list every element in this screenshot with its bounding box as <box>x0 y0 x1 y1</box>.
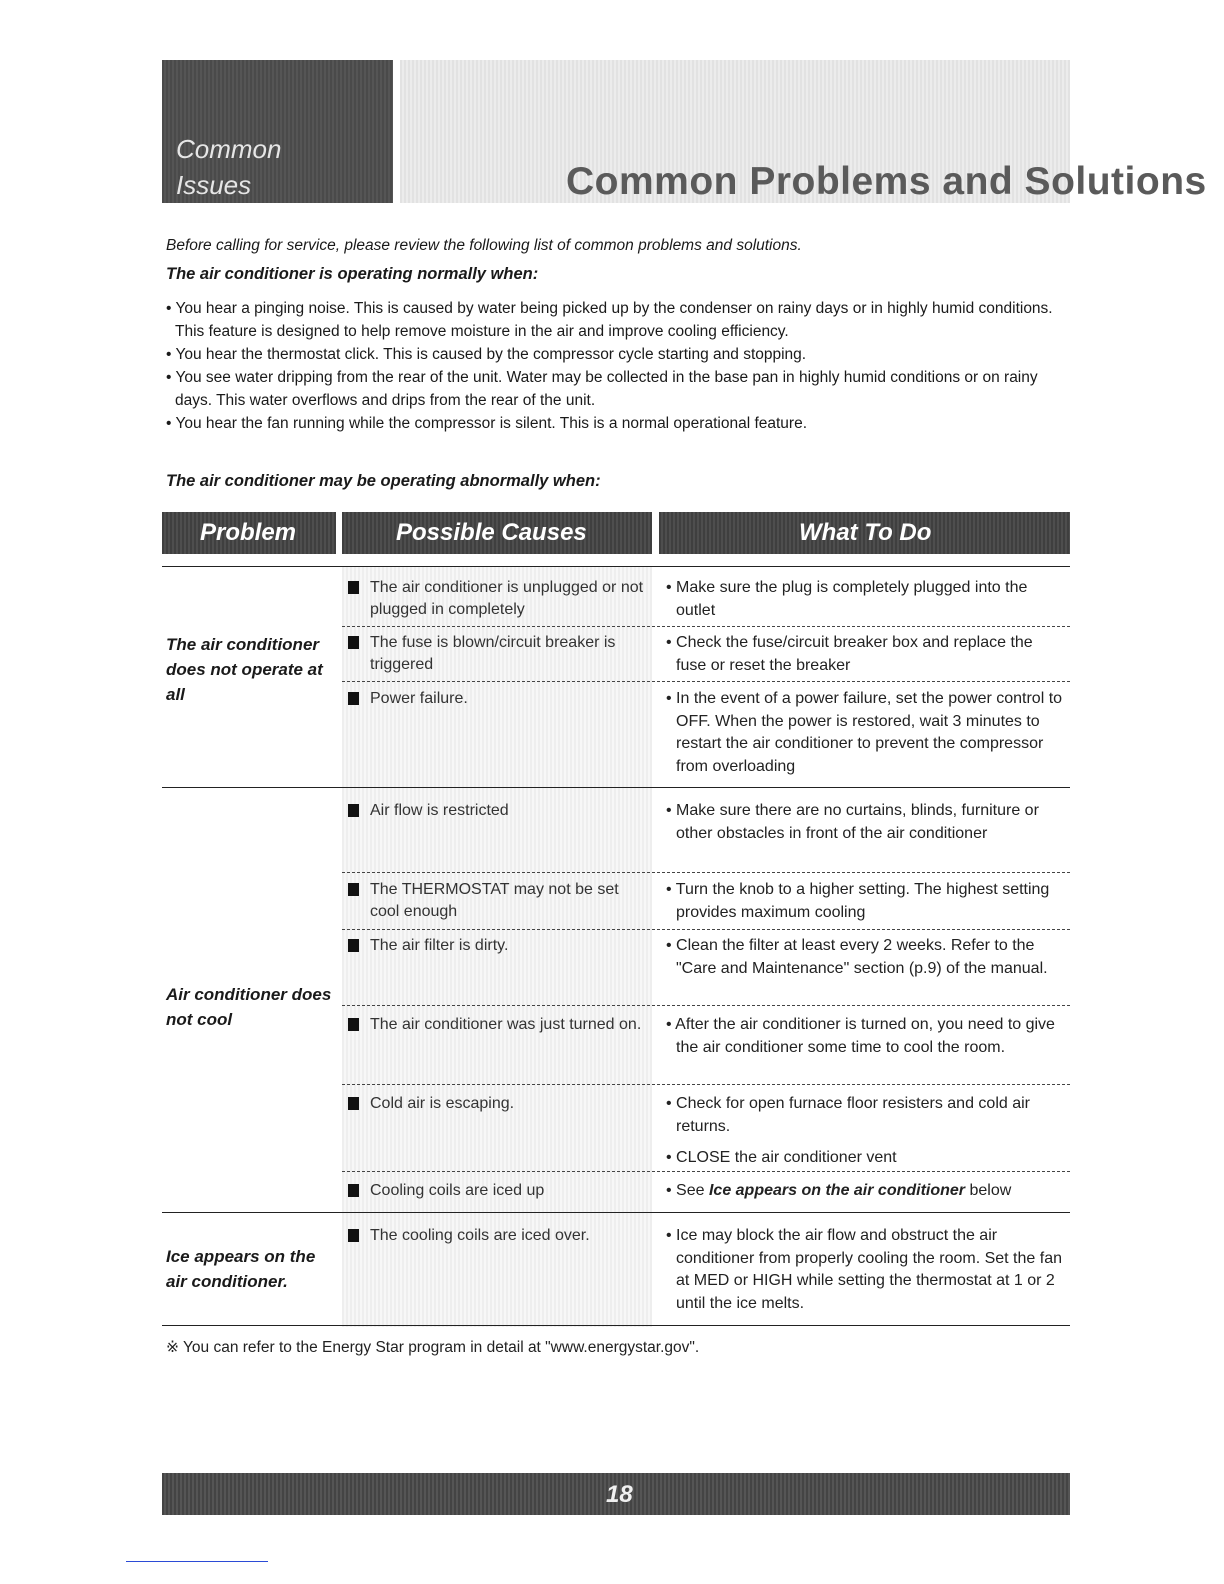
cause-item <box>348 1093 648 1115</box>
solution-item: • Turn the knob to a higher setting. The highest setting provides maximum cooling <box>666 881 1050 921</box>
header-side-line2: Issues <box>176 170 252 200</box>
solution-item: • Make sure the plug is completely plugged into the outlet <box>666 579 1028 619</box>
normal-operation-heading: The air conditioner is operating normally when: <box>166 265 539 283</box>
cause-item <box>348 879 648 923</box>
cause-item <box>348 935 648 957</box>
bullet-square-icon <box>348 883 359 896</box>
header-title-block <box>400 60 1207 203</box>
cause-item <box>348 577 648 621</box>
row-divider <box>342 681 1070 682</box>
bullet-square-icon <box>348 804 359 817</box>
row-divider <box>342 1005 1070 1006</box>
footer-bar <box>162 1473 1070 1515</box>
table-rule <box>162 566 1070 567</box>
solution-item: • Ice may block the air flow and obstruct the air conditioner from properly cooling the room. Set the fan at MED or HIGH while setting the thermostat at 1 or 2 until the ice melts. <box>666 1227 1062 1312</box>
list-item: • You hear a pinging noise. This is caused by water being picked up by the condenser on rainy days or in highly humid conditions. This feature is designed to help remove moisture in the air and improve cooling efficiency. <box>166 300 1053 340</box>
solution-item: • CLOSE the air conditioner vent <box>666 1149 897 1166</box>
page-number: 18 <box>606 1481 633 1508</box>
table-rule <box>162 787 1070 788</box>
row-divider <box>342 872 1070 873</box>
cause-text: The air conditioner is unplugged or not plugged in completely <box>370 579 644 618</box>
bullet-square-icon <box>348 1097 359 1110</box>
page-title: Common Problems and Solutions <box>566 160 1207 203</box>
table-rule <box>162 1212 1070 1213</box>
bullet-square-icon <box>348 1229 359 1242</box>
solution-item: • After the air conditioner is turned on, you need to give the air conditioner some time to cool the room. <box>666 1016 1055 1056</box>
solution-item: • Clean the filter at least every 2 weeks. Refer to the "Care and Maintenance" section (p.9) of the manual. <box>666 937 1048 977</box>
list-item: • You hear the thermostat click. This is caused by the compressor cycle starting and stopping. <box>166 346 807 363</box>
footnote: ※ You can refer to the Energy Star program in detail at "www.energystar.gov". <box>166 1339 700 1356</box>
table-rule <box>162 1325 1070 1326</box>
bullet-square-icon <box>348 939 359 952</box>
solution-item <box>666 1180 1066 1203</box>
problem-label: Ice appears on the air conditioner. <box>166 1247 316 1291</box>
column-header-label: What To Do <box>799 519 932 546</box>
solution-item: • In the event of a power failure, set the power control to OFF. When the power is restored, wait 3 minutes to restart the air conditioner to prevent the compressor from overloading <box>666 690 1063 775</box>
column-header-label: Possible Causes <box>396 519 587 546</box>
cause-text: Cold air is escaping. <box>370 1095 515 1112</box>
bullet-square-icon <box>348 1184 359 1197</box>
header-side-line1: Common <box>176 134 282 164</box>
list-item: • You see water dripping from the rear of the unit. Water may be collected in the base pan in highly humid conditions or on rainy days. This water overflows and drips from the rear of the unit. <box>166 369 1038 409</box>
cause-text: Cooling coils are iced up <box>370 1182 545 1199</box>
cause-item <box>348 632 648 676</box>
bullet-square-icon <box>348 636 359 649</box>
cause-text: Air flow is restricted <box>370 802 509 819</box>
cause-text: The air filter is dirty. <box>370 937 509 954</box>
bullet-square-icon <box>348 1018 359 1031</box>
abnormal-operation-heading: The air conditioner may be operating abnormally when: <box>166 472 601 490</box>
header-side-block <box>162 60 393 203</box>
row-divider <box>342 1084 1070 1085</box>
cause-text: The fuse is blown/circuit breaker is triggered <box>370 634 616 673</box>
normal-operation-list <box>166 297 1076 435</box>
column-header-todo <box>659 512 1070 554</box>
cause-item <box>348 1180 648 1202</box>
column-header-problem <box>162 512 336 554</box>
cause-item <box>348 1225 648 1247</box>
column-header-causes <box>342 512 652 554</box>
cross-reference: Ice appears on the air conditioner <box>708 1182 966 1199</box>
row-divider <box>342 626 1070 627</box>
solution-text: • See <box>666 1182 709 1199</box>
row-divider <box>342 1171 1070 1172</box>
cause-item <box>348 688 648 710</box>
list-item: • You hear the fan running while the compressor is silent. This is a normal operational feature. <box>166 415 808 432</box>
cause-text: The THERMOSTAT may not be set cool enough <box>370 881 619 920</box>
divider <box>126 1561 268 1562</box>
cause-item <box>348 1014 648 1036</box>
solution-item: • Check the fuse/circuit breaker box and replace the fuse or reset the breaker <box>666 634 1033 674</box>
cause-text: The cooling coils are iced over. <box>370 1227 590 1244</box>
row-divider <box>342 929 1070 930</box>
solution-item: • Make sure there are no curtains, blinds, furniture or other obstacles in front of the air conditioner <box>666 802 1039 842</box>
cause-text: The air conditioner was just turned on. <box>370 1016 642 1033</box>
intro-text: Before calling for service, please review the following list of common problems and solutions. <box>166 237 802 254</box>
bullet-square-icon <box>348 692 359 705</box>
cause-item <box>348 800 648 822</box>
problem-label: The air conditioner does not operate at all <box>166 635 323 704</box>
cause-text: Power failure. <box>370 690 468 707</box>
column-header-label: Problem <box>200 519 297 546</box>
problem-label: Air conditioner does not cool <box>166 985 332 1029</box>
solution-text: below <box>965 1182 1012 1199</box>
bullet-square-icon <box>348 581 359 594</box>
solution-item: • Check for open furnace floor resisters and cold air returns. <box>666 1095 1030 1135</box>
